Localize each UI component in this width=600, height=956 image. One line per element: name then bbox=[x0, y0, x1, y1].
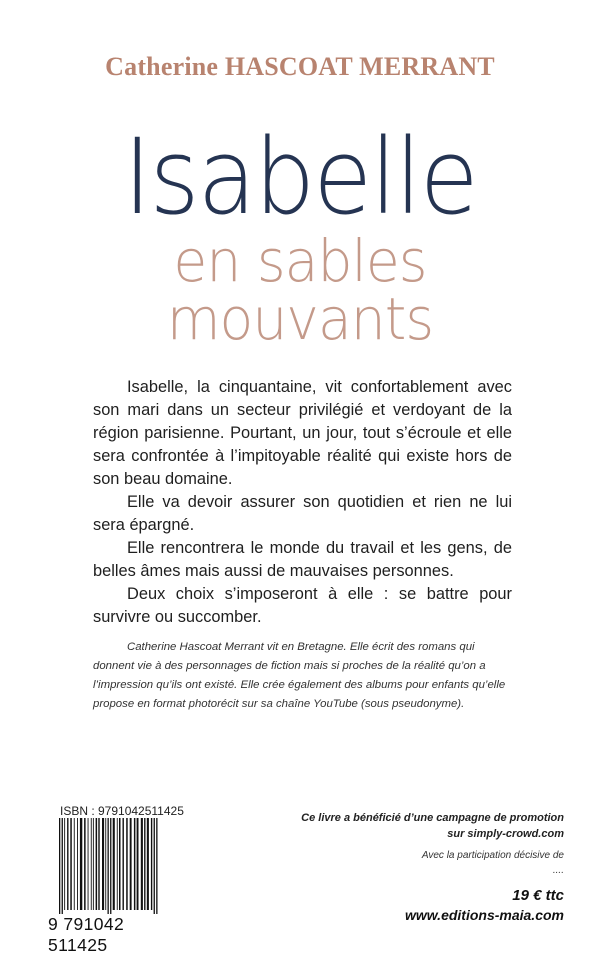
barcode-bar bbox=[93, 818, 94, 910]
subtitle-line-2: mouvants bbox=[166, 285, 434, 353]
barcode-bar bbox=[134, 818, 136, 910]
price: 19 € ttc bbox=[512, 887, 564, 904]
barcode-bar bbox=[77, 818, 78, 910]
barcode-bar bbox=[130, 818, 132, 910]
barcode-bar bbox=[117, 818, 118, 910]
barcode-bar bbox=[123, 818, 124, 910]
participation-line-2: .... bbox=[552, 865, 564, 876]
book-title: Isabelle bbox=[123, 116, 477, 238]
participation-line-1: Avec la participation décisive de bbox=[421, 850, 564, 861]
blurb-paragraph: Elle rencontrera le monde du travail et les gens, de belles âmes mais aussi de mauvaises personnes. bbox=[93, 539, 512, 580]
barcode-digits: 9 791042 511425 bbox=[48, 914, 188, 956]
barcode-bar bbox=[126, 818, 128, 910]
book-subtitle bbox=[0, 227, 600, 353]
blurb-paragraph: Elle va devoir assurer son quotidien et rien ne lui sera épargné. bbox=[93, 493, 512, 534]
barcode-bar bbox=[67, 818, 68, 910]
publisher-website: www.editions-maia.com bbox=[405, 907, 564, 923]
subtitle-line-1: en sables bbox=[173, 227, 427, 295]
barcode-bar bbox=[96, 818, 98, 910]
barcode-bar bbox=[137, 818, 139, 910]
barcode-bar bbox=[84, 818, 86, 910]
promo-note bbox=[294, 810, 564, 842]
barcode-bar bbox=[108, 818, 109, 918]
barcode-bar bbox=[74, 818, 75, 910]
barcode-bar bbox=[88, 818, 89, 910]
barcode-bar bbox=[151, 818, 152, 910]
barcode-bar bbox=[59, 818, 60, 918]
barcode-bar bbox=[110, 818, 111, 918]
bio-text: Catherine Hascoat Merrant vit en Bretagne. Elle écrit des romans qui donnent vie à des personnages de fiction mais si proches de la réalité qu’on a l’impression qu’ils ont existé. Elle crée également des albums pour enfants qu’elle propose en format photorécit sur sa chaîne YouTube (sous pseudonyme). bbox=[93, 641, 506, 710]
barcode-bar bbox=[119, 818, 121, 910]
barcode-bar bbox=[156, 818, 157, 918]
barcode-bar bbox=[154, 818, 155, 918]
blurb-paragraph: Isabelle, la cinquantaine, vit confortablement avec son mari dans un secteur privilégié et verdoyant de la région parisienne. Pourtant, un jour, tout s’écroule et elle sera confrontée à l’impitoyable réalité qui existe hors de son beau domaine. bbox=[93, 378, 512, 488]
barcode-graphic bbox=[55, 818, 180, 918]
back-cover-blurb bbox=[93, 376, 512, 629]
participation-note bbox=[294, 848, 564, 878]
barcode-bar bbox=[113, 818, 115, 910]
barcode-bar bbox=[62, 818, 63, 918]
author-bio bbox=[93, 638, 517, 714]
ean13-barcode-icon bbox=[55, 818, 180, 918]
barcode-bar bbox=[144, 818, 145, 910]
promo-line-2: sur simply-crowd.com bbox=[447, 828, 564, 840]
barcode-bar bbox=[102, 818, 104, 910]
blurb-paragraph: Deux choix s’imposeront à elle : se battre pour survivre ou succomber. bbox=[93, 585, 512, 626]
barcode-bar bbox=[147, 818, 149, 910]
barcode-bar bbox=[141, 818, 143, 910]
author-name: Catherine HASCOAT MERRANT bbox=[105, 52, 495, 81]
barcode-bar bbox=[64, 818, 65, 910]
barcode-bar bbox=[70, 818, 72, 910]
isbn-label: ISBN : 9791042511425 bbox=[60, 804, 184, 818]
promo-line-1: Ce livre a bénéficié d’une campagne de promotion bbox=[301, 812, 564, 824]
barcode-bar bbox=[98, 818, 99, 910]
barcode-bar bbox=[80, 818, 82, 910]
barcode-bar bbox=[105, 818, 106, 910]
barcode-bar bbox=[91, 818, 92, 910]
